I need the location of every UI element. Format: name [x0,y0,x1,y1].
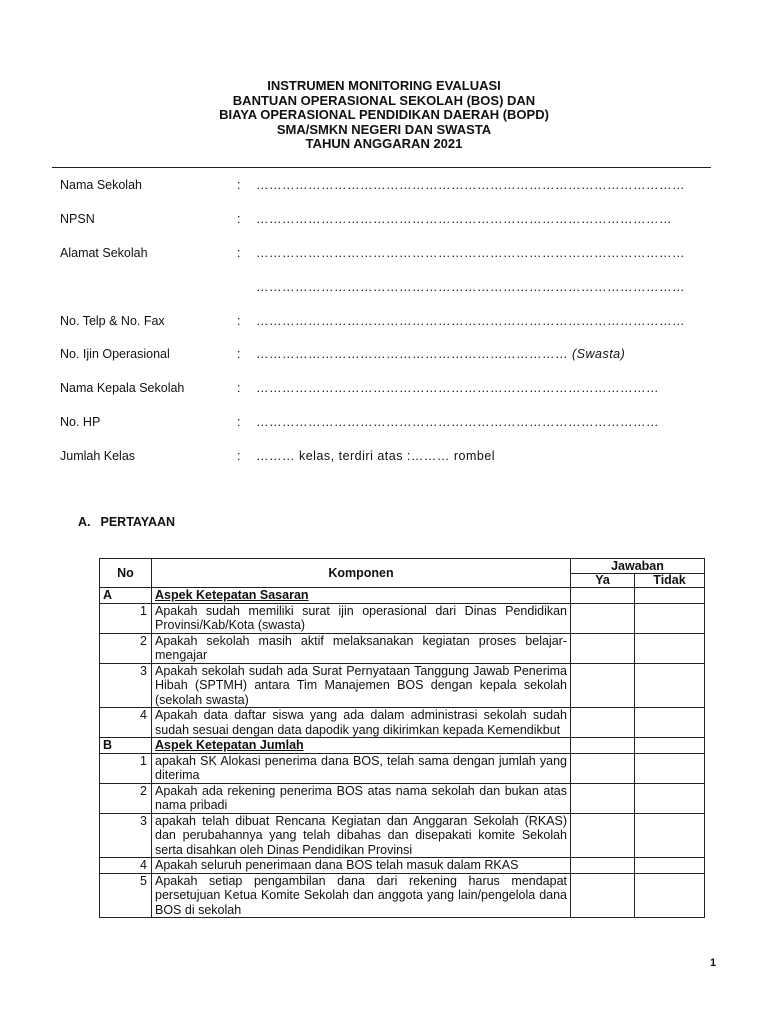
field-label: Nama Sekolah [60,178,142,192]
field-label: No. Telp & No. Fax [60,314,165,328]
answer-tidak-cell[interactable] [635,873,705,918]
field-value[interactable]: ………………………………………………………………………………… [256,381,659,395]
field-value[interactable] [256,347,625,361]
question-text: Apakah sudah memiliki surat ijin operasional dari Dinas Pendidikan Provinsi/Kab/Kota (swasta) [152,603,571,633]
group-title: Aspek Ketepatan Jumlah [152,738,571,754]
field-label: Alamat Sekolah [60,246,148,260]
header-ya: Ya [571,574,635,588]
group-tidak-cell [635,588,705,604]
field-value[interactable]: ……………………………………………………………………………………… [256,280,685,294]
header-komponen: Komponen [152,559,571,588]
group-code: A [100,588,152,604]
answer-tidak-cell[interactable] [635,603,705,633]
question-row [100,783,705,813]
answer-tidak-cell[interactable] [635,663,705,708]
field-alamat [0,246,768,262]
field-telp [0,314,768,330]
group-tidak-cell [635,738,705,754]
question-number: 2 [100,783,152,813]
field-colon: : [237,347,241,361]
field-value[interactable]: …………………………………………………………………………………… [256,212,672,226]
answer-tidak-cell[interactable] [635,858,705,874]
field-kepala-sekolah [0,381,768,397]
question-number: 1 [100,753,152,783]
answer-tidak-cell[interactable] [635,783,705,813]
answer-tidak-cell[interactable] [635,753,705,783]
field-jumlah-kelas [0,449,768,465]
question-row [100,873,705,918]
question-table [99,558,705,918]
group-ya-cell [571,588,635,604]
question-text: Apakah data daftar siswa yang ada dalam administrasi sekolah sudah sudah sesuai dengan data dapodik yang dikirimkan kepada Kemendikbut [152,708,571,738]
section-heading [78,515,175,529]
title-line-2: BANTUAN OPERASIONAL SEKOLAH (BOS) DAN [232,92,536,108]
field-label: Jumlah Kelas [60,449,136,463]
question-number: 4 [100,708,152,738]
question-text: Apakah ada rekening penerima BOS atas nama sekolah dan bukan atas nama pribadi [152,783,571,813]
field-alamat-line-2 [0,280,768,296]
field-nama-sekolah [0,178,768,194]
question-text: apakah telah dibuat Rencana Kegiatan dan Anggaran Sekolah (RKAS) dan perubahannya yang telah dibahas dan disepakati komite Sekolah serta disahkan oleh Dinas Pendidikan Provinsi [152,813,571,858]
header-jawaban: Jawaban [571,559,705,574]
question-row [100,603,705,633]
field-colon: : [237,314,241,328]
answer-ya-cell[interactable] [571,858,635,874]
field-label: No. HP [60,415,101,429]
answer-ya-cell[interactable] [571,633,635,663]
answer-ya-cell[interactable] [571,873,635,918]
field-value[interactable]: ……………………………………………………………………………………… [256,178,685,192]
field-label: NPSN [60,212,95,226]
question-number: 5 [100,873,152,918]
title-line-1: INSTRUMEN MONITORING EVALUASI [267,78,501,93]
document-title [0,79,768,152]
answer-ya-cell[interactable] [571,708,635,738]
field-label: Nama Kepala Sekolah [60,381,185,395]
answer-ya-cell[interactable] [571,753,635,783]
field-colon: : [237,415,241,429]
answer-ya-cell[interactable] [571,663,635,708]
field-value[interactable]: ………………………………………………………………………………… [256,415,659,429]
field-npsn [0,212,768,228]
question-number: 2 [100,633,152,663]
field-colon: : [237,178,241,192]
field-colon: : [237,246,241,260]
field-label: No. Ijin Operasional [60,347,170,361]
field-no-hp [0,415,768,431]
section-title: PERTAYAAN [100,515,176,529]
question-row [100,813,705,858]
title-divider [52,167,711,168]
question-text: apakah SK Alokasi penerima dana BOS, telah sama dengan jumlah yang diterima [152,753,571,783]
header-tidak: Tidak [635,574,705,588]
question-row [100,663,705,708]
question-number: 1 [100,603,152,633]
group-ya-cell [571,738,635,754]
group-row [100,588,705,604]
title-line-5: TAHUN ANGGARAN 2021 [305,136,463,151]
answer-ya-cell[interactable] [571,813,635,858]
question-row [100,708,705,738]
field-value-dots: ……………………………………………………………… [256,347,568,361]
answer-tidak-cell[interactable] [635,633,705,663]
field-value[interactable]: ……………………………………………………………………………………… [256,246,685,260]
question-text: Apakah sekolah masih aktif melaksanakan kegiatan proses belajar-mengajar [152,633,571,663]
question-number: 4 [100,858,152,874]
group-title: Aspek Ketepatan Sasaran [152,588,571,604]
question-row [100,633,705,663]
field-ijin-operasional [0,347,768,363]
field-value[interactable]: ……………………………………………………………………………………… [256,314,685,328]
question-number: 3 [100,663,152,708]
field-suffix: (Swasta) [571,347,626,361]
question-row [100,858,705,874]
answer-tidak-cell[interactable] [635,813,705,858]
answer-tidak-cell[interactable] [635,708,705,738]
group-code: B [100,738,152,754]
field-colon: : [237,381,241,395]
field-value[interactable]: ……… kelas, terdiri atas :……… rombel [256,449,496,463]
question-text: Apakah sekolah sudah ada Surat Pernyataan Tanggung Jawab Penerima Hibah (SPTMH) antara Tim Manajemen BOS dengan kepala sekolah (sekolah swasta) [152,663,571,708]
group-row [100,738,705,754]
question-table-body [100,588,705,918]
answer-ya-cell[interactable] [571,783,635,813]
page-number: 1 [710,957,717,969]
answer-ya-cell[interactable] [571,603,635,633]
question-text: Apakah seluruh penerimaan dana BOS telah masuk dalam RKAS [152,858,571,874]
section-letter: A. [78,515,91,529]
field-colon: : [237,449,241,463]
question-row [100,753,705,783]
field-colon: : [237,212,241,226]
title-line-4: SMA/SMKN NEGERI DAN SWASTA [276,121,492,137]
question-text: Apakah setiap pengambilan dana dari rekening harus mendapat persetujuan Ketua Komite Sekolah dan anggota yang lain/pengelola dana BOS di sekolah [152,873,571,918]
question-number: 3 [100,813,152,858]
header-no: No [100,559,152,588]
title-line-3: BIAYA OPERASIONAL PENDIDIKAN DAERAH (BOPD) [219,107,549,122]
